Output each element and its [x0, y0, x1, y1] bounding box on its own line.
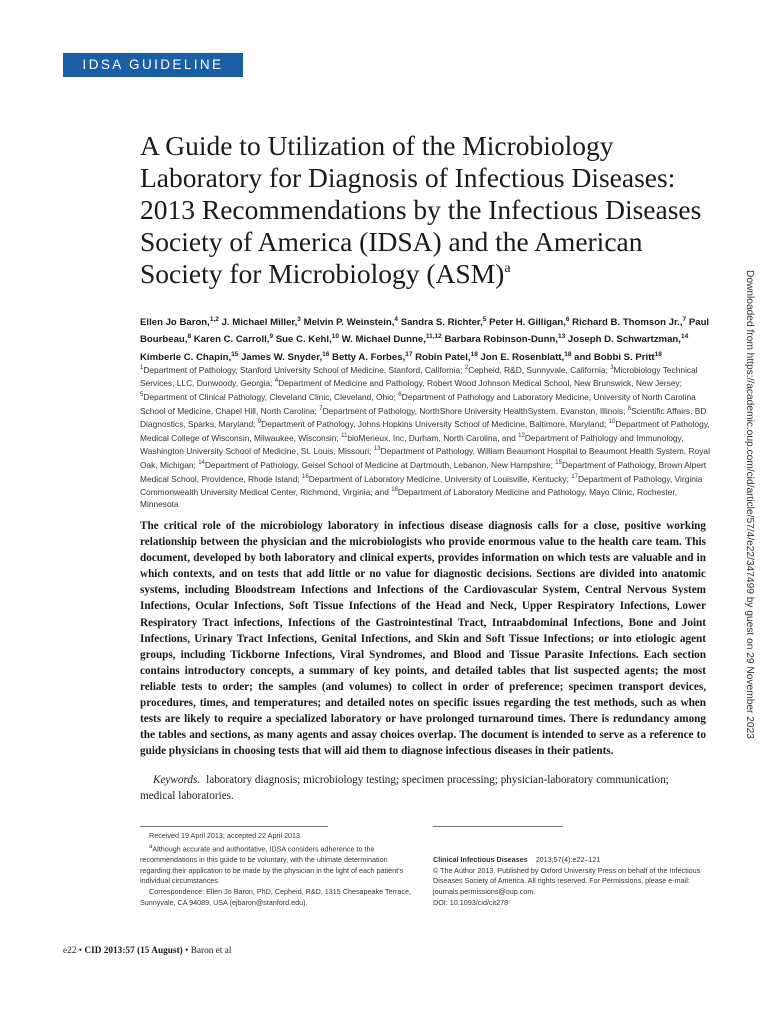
affiliation	[258, 419, 607, 429]
author-affiliation-marker: 17	[405, 350, 413, 358]
author-name: Richard B. Thomson Jr.,	[572, 317, 683, 329]
affiliation-number: 11	[341, 432, 348, 439]
author	[222, 317, 301, 328]
page-footer	[63, 946, 231, 956]
author-affiliation-marker: 3	[297, 316, 301, 323]
footer-bullet: •	[185, 946, 189, 956]
author-name: and Bobbi S. Pritt	[574, 351, 655, 363]
author	[574, 352, 662, 363]
author-name: Karen C. Carroll,	[193, 334, 270, 346]
author	[304, 317, 398, 328]
author-affiliation-marker: 18	[470, 350, 478, 358]
author-name: Jon E. Rosenblatt,	[480, 351, 565, 363]
author-affiliation-marker: 9	[269, 333, 274, 341]
affiliation	[140, 365, 463, 375]
affiliation-text: Department of Pathology, Geisel School of Medicine at Dartmouth, Lebanon, New Hampshire;	[204, 459, 553, 470]
affiliation-text: Department of Pathology and Laboratory Medicine, University of North Carolina School of Medicine, Chapel Hill, North Carolina;	[140, 391, 696, 416]
article-type-badge: IDSA GUIDELINE	[63, 53, 243, 77]
keywords-label: Keywords.	[153, 774, 201, 786]
affiliation-number: 8	[627, 405, 632, 412]
keywords-text: laboratory diagnosis; microbiology testing; specimen processing; physician-laboratory communication; medical laboratories.	[140, 774, 669, 802]
affiliation-number: 1	[140, 365, 144, 371]
author	[241, 352, 329, 363]
journal-name: Clinical Infectious Diseases	[433, 855, 528, 864]
author	[481, 352, 572, 363]
author-name: Sue C. Kehl,	[275, 334, 332, 346]
author-affiliation-marker: 10	[331, 333, 339, 341]
affiliation-number: 7	[319, 405, 323, 412]
affiliation	[198, 460, 553, 470]
affiliation-number: 4	[274, 378, 279, 385]
abstract: The critical role of the microbiology laboratory in infectious disease diagnosis calls for a close, positive working relationship between the physician and the microbiologists who provide enormous value to the health care team. This document, developed by both laboratory and clinical experts, provides information on which tests are valuable and in which contexts, and on tests that add little or no value for diagnostic decisions. Sections are divided into anatomic systems, including Bloodstream Infections and Infections of the Cardiovascular System, Central Nervous System Infections, Ocular Infections, Soft Tissue Infections of the Head and Neck, Upper Respiratory Infections, Lower Respiratory Tract infections, Infections of the Gastrointestinal Tract, Intraabdominal Infections, Bone and Joint Infections, Urinary Tract Infections, Genital Infections, and Skin and Soft Tissue Infections; or into etiologic agent groups, including Tickborne Infections, Viral Syndromes, and Blood and Tissue Parasite Infections. Each section contains introductory concepts, a summary of key points, and detailed tables that list suspected agents; the most reliable tests to order; the samples (and volumes) to collect in order of preference; specimen transport devices, procedures, times, and temperatures; and detailed notes on specific issues regarding the test methods, such as when tests are likely to require a specialized laboratory or have prolonged turnaround times. There is redundancy among the tables and sections, as many agents and assay choices overlap. The document is intended to serve as a reference to guide physicians in choosing tests that will aid them to diagnose infectious diseases in their patients.	[140, 520, 706, 758]
author-name: W. Michael Dunne,	[341, 334, 426, 346]
author	[332, 352, 412, 363]
author	[140, 317, 219, 328]
affiliation-number: 10	[608, 419, 616, 426]
affiliation-number: 15	[555, 460, 562, 467]
affiliation-text: Department of Pathology and Immunology, Washington University School of Medicine, St. Louis, Missouri;	[140, 432, 684, 457]
affiliation-text: Department of Pathology, NorthShore University HealthSystem, Evanston, Illinois;	[322, 405, 626, 416]
affiliation-number: 12	[518, 432, 525, 439]
author	[572, 317, 686, 328]
doi-note[interactable]: DOI: 10.1093/cid/cit278	[433, 897, 509, 907]
author	[140, 352, 238, 363]
affiliation	[302, 474, 569, 484]
affiliation-text: Microbiology Technical Services, LLC, Dunwoody, Georgia;	[140, 364, 698, 389]
author-name: Melvin P. Weinstein,	[303, 317, 395, 329]
copyright-note: © The Author 2013. Published by Oxford University Press on behalf of the Infectious Diseases Society of America. All rights reserved. For Permissions, please e-mail: journals.permissions@oup.com.	[433, 865, 701, 897]
affiliation-number: 3	[610, 365, 614, 371]
author-affiliation-marker: 1,2	[209, 316, 219, 323]
author-affiliation-marker: 13	[558, 333, 566, 341]
affiliation-text: Department of Pathology, Brown Alpert Medical School, Providence, Rhode Island;	[140, 459, 707, 484]
author-affiliation-marker: 6	[565, 316, 570, 323]
affiliation-number: 14	[198, 460, 205, 467]
affiliation-number: 17	[571, 473, 578, 480]
footer-journal: CID 2013:57 (15 August)	[84, 946, 183, 956]
author-affiliation-marker: 14	[680, 333, 689, 341]
affiliation-text: Department of Pathology, Johns Hopkins University School of Medicine, Baltimore, Maryland;	[261, 419, 607, 430]
page-number: e22	[63, 946, 77, 956]
journal-cite: 2013;57(4):e22–121	[535, 855, 601, 864]
disclaimer-note	[140, 842, 412, 887]
author-affiliation-marker: 5	[482, 316, 487, 323]
affiliation	[341, 433, 516, 443]
author-affiliation-marker: 18	[564, 350, 572, 358]
author	[276, 334, 339, 345]
disclaimer-text: Although accurate and authoritative, IDSA considers adherence to the recommendations in this guide to be voluntary, with the ultimate determination regarding their application to be made by the physician in the light of each patient’s individual circumstances.	[140, 844, 404, 886]
affiliation-number: 6	[398, 392, 402, 399]
footnote-rule-right	[433, 826, 563, 827]
author-affiliation-marker: 15	[231, 350, 239, 358]
affiliation	[140, 392, 396, 402]
footer-authors: Baron et al	[190, 946, 232, 956]
affiliation-text: Cepheid, R&D, Sunnyvale, California;	[468, 364, 608, 375]
affiliation-number: 16	[302, 473, 309, 480]
affiliation-text: Department of Pathology, William Beaumont Hospital to Beaumont Health System, Royal Oak, Michigan;	[140, 446, 710, 470]
journal-citation	[433, 855, 718, 866]
article-title	[140, 130, 720, 290]
download-note: Downloaded from https://academic.oup.com/cid/article/57/4/e22/347499 by guest on 29 November 2023	[744, 270, 755, 739]
received-note: Received 19 April 2013; accepted 22 April 2013.	[149, 831, 303, 840]
affiliation	[275, 378, 682, 388]
affiliation-number: 18	[391, 487, 398, 494]
author-affiliation-marker: 11,12	[425, 333, 442, 341]
author-name: Sandra S. Richter,	[400, 317, 483, 329]
affiliation-text: Department of Laboratory Medicine, University of Louisville, Kentucky;	[308, 473, 569, 484]
author-name: Robin Patel,	[415, 351, 471, 363]
affiliation-text: Department of Medicine and Pathology, Robert Wood Johnson Medical School, New Brunswick, New Jersey;	[278, 378, 682, 389]
author-affiliation-marker: 4	[394, 316, 399, 323]
keywords	[140, 772, 706, 804]
author-name: Ellen Jo Baron,	[140, 317, 210, 329]
footer-bullet: •	[78, 946, 83, 956]
affiliation	[465, 365, 608, 375]
author-name: Paul Bourbeau,	[140, 317, 710, 346]
author-affiliation-marker: 7	[682, 316, 687, 323]
author	[415, 352, 478, 363]
affiliation-text: Department of Pathology, Medical College of Wisconsin, Milwaukee, Wisconsin;	[140, 419, 710, 443]
affiliation-text: Scientific Affairs, BD Diagnostics, Sparks, Maryland;	[140, 405, 707, 430]
download-watermark	[744, 270, 755, 770]
affiliation-text: bioMerieux, Inc, Durham, North Carolina, and	[347, 432, 516, 443]
affiliation-text: Department of Laboratory Medicine and Pathology, Mayo Clinic, Rochester, Minnesota	[140, 487, 678, 509]
footnotes-right	[433, 855, 718, 909]
disclaimer-marker: a	[149, 843, 153, 850]
affiliation-number: 13	[373, 446, 381, 453]
footnotes-left	[140, 831, 412, 908]
affiliation-text: Department of Pathology, Virginia Commonwealth University Medical Center, Richmond, Virginia; and	[140, 473, 703, 498]
author-affiliation-marker: 18	[654, 350, 662, 358]
affiliation-number: 5	[140, 392, 144, 399]
correspondence-note: Correspondence: Ellen Jo Baron, PhD, Cepheid, R&D, 1315 Chesapeake Terrace, Sunnyvale, CA 94089, USA (ejbaron@stanford.edu).	[140, 886, 411, 907]
title-text: A Guide to Utilization of the Microbiology Laboratory for Diagnosis of Infectious Diseases: 2013 Recommendations by the Infectious Diseases Society of America (IDSA) and the American Society for Microbiology (ASM)	[140, 130, 702, 289]
author-name: Peter H. Gilligan,	[489, 317, 566, 329]
author-name: J. Michael Miller,	[221, 317, 298, 329]
author	[342, 334, 442, 345]
author-affiliation-marker: 16	[322, 350, 330, 358]
author-name: Barbara Robinson-Dunn,	[444, 334, 559, 346]
affiliation-text: Department of Clinical Pathology, Cleveland Clinic, Cleveland, Ohio;	[143, 391, 396, 402]
author	[194, 334, 273, 345]
title-footnote-marker: a	[504, 261, 511, 276]
affiliation-number: 2	[464, 365, 469, 371]
affiliation-list	[140, 363, 718, 511]
author-name: James W. Snyder,	[241, 351, 323, 363]
author	[489, 317, 569, 328]
author-name: Joseph D. Schwartzman,	[567, 334, 681, 346]
author-affiliation-marker: 8	[187, 333, 192, 341]
footnote-rule-left	[140, 826, 328, 827]
affiliation	[319, 406, 625, 416]
author	[568, 334, 688, 345]
affiliation-text: Department of Pathology, Stanford University School of Medicine, Stanford, California;	[143, 364, 463, 375]
affiliation-number: 9	[257, 419, 262, 426]
author	[444, 334, 565, 345]
author-list	[140, 313, 715, 365]
author	[401, 317, 487, 328]
author-name: Kimberle C. Chapin,	[140, 351, 232, 363]
author-name: Betty A. Forbes,	[332, 351, 406, 363]
